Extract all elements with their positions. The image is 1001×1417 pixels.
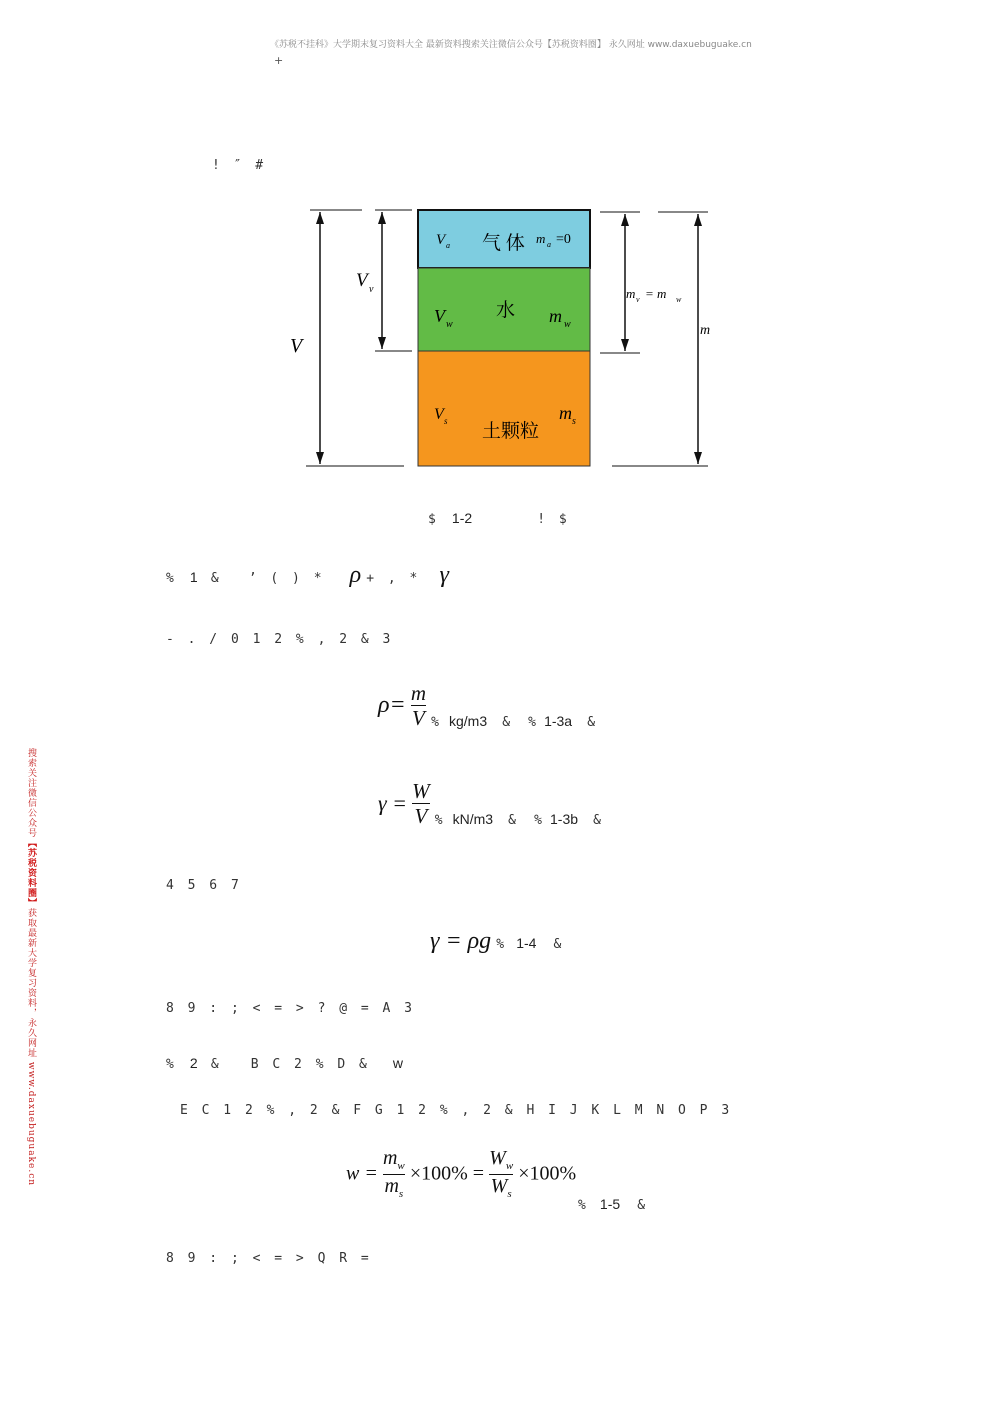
item-2-number: 2: [189, 1055, 198, 1071]
total-mass-arrow-down: [694, 452, 702, 464]
eq-tag-close: &: [587, 715, 599, 731]
eq-tag-open: %: [578, 1198, 589, 1213]
unit-weight-equation-lhs: γ =: [378, 790, 408, 816]
relation-line: 4 5 6 7: [166, 878, 242, 893]
weight-denominator: [489, 1176, 513, 1201]
caption-suffix: ! $: [537, 512, 570, 527]
eq-open: %: [434, 813, 446, 829]
eq-amp: &: [502, 715, 514, 731]
void-mass-arrow-up: [621, 214, 629, 226]
air-volume-label: V: [436, 232, 446, 248]
item-1-number: 1: [189, 569, 198, 585]
caption-number: 1-2: [451, 510, 473, 526]
water-content-symbol: w: [392, 1055, 404, 1071]
gamma-rho-g-expression: γ = ρg: [430, 928, 492, 954]
soil-volume-label: V: [434, 406, 444, 423]
mass-numerator-sub: w: [397, 1160, 405, 1172]
water-volume-label: V: [434, 306, 445, 326]
gamma-rho-g-equation-number: 1-4: [516, 935, 537, 951]
void-mass-eq: = m: [645, 286, 667, 301]
side-watermark-suffix: 获取最新大学复习资料，永久网址 www.daxuebuguake.cn: [26, 908, 36, 1187]
mass-numerator: [383, 1148, 405, 1173]
item-2-open: %: [166, 1057, 177, 1072]
weight-numerator: [489, 1148, 513, 1173]
section-heading: ! ″ #: [212, 158, 267, 173]
item-1-open: %: [166, 571, 177, 586]
water-content-lhs: w =: [346, 1162, 378, 1185]
item-1-close: &: [210, 571, 222, 586]
item-1-line: [166, 562, 449, 589]
eq-tag-close: &: [593, 813, 604, 829]
eq-tag-open: %: [534, 813, 545, 829]
header-plus: +: [274, 54, 284, 67]
eq-tag-open: %: [528, 715, 539, 731]
air-volume-sub: a: [446, 241, 450, 250]
mass-fraction: [383, 1148, 405, 1200]
eq-tag-open: %: [496, 937, 508, 952]
total-mass-label: m: [700, 323, 711, 338]
item-1-text: ’ ( ) *: [248, 571, 325, 586]
water-volume-sub: w: [446, 319, 453, 330]
unit-weight-equation-number: 1-3b: [550, 811, 579, 828]
weight-denominator-w: W: [490, 1174, 508, 1197]
density-equation-number: 1-3a: [544, 713, 573, 730]
item-2-text: B C 2 % D &: [250, 1057, 370, 1072]
weight-fraction: [489, 1148, 513, 1200]
mass-denominator-m: m: [384, 1174, 399, 1197]
density-equation-lhs: ρ=: [378, 692, 406, 719]
air-mass-sub: a: [547, 240, 551, 249]
unit-weight-equation: [378, 780, 604, 827]
caption-prefix: $: [428, 512, 439, 527]
void-mass-label: m: [626, 286, 636, 301]
item-1-mid: + , *: [366, 571, 421, 586]
unit-weight-fraction: [412, 780, 430, 827]
eq-amp: &: [508, 813, 519, 829]
water-mass-sub: w: [564, 319, 571, 330]
mass-denominator-sub: s: [398, 1187, 404, 1200]
gamma-rho-g-equation: [430, 928, 564, 955]
mass-numerator-m: m: [382, 1147, 398, 1169]
side-watermark: [22, 748, 38, 1186]
header-banner: 《苏税不挂科》大学期末复习资料大全 最新资料搜索关注微信公众号【苏税资料圈】 永久网址 www.daxuebuguake.cn: [270, 40, 752, 50]
definition-line: - . / 0 1 2 % , 2 & 3: [166, 632, 394, 647]
three-phase-diagram: [280, 200, 720, 480]
eq-tag-close: &: [637, 1198, 649, 1213]
side-watermark-highlight: 【苏税资料圈】: [26, 838, 36, 908]
density-fraction: [411, 682, 426, 729]
water-content-equation-number: 1-5: [599, 1196, 621, 1212]
weight-numerator-w: W: [489, 1147, 506, 1169]
explanation-line-2: 8 9 : ; < = > Q R =: [166, 1251, 372, 1266]
rho-symbol: ρ: [349, 562, 362, 588]
total-volume-label: V: [290, 335, 303, 357]
total-volume-arrow-up: [316, 212, 324, 224]
soil-mass-sub: s: [572, 416, 576, 427]
water-content-definition: E C 1 2 % , 2 & F G 1 2 % , 2 & H I J K L M N O P 3: [180, 1103, 733, 1118]
void-volume-label: V: [356, 270, 368, 291]
total-volume-arrow-down: [316, 452, 324, 464]
density-numerator: m: [410, 681, 426, 705]
water-content-end: ×100%: [518, 1162, 577, 1185]
density-equation: [378, 682, 598, 729]
mass-denominator: [383, 1176, 405, 1201]
unit-weight-denominator: V: [414, 804, 428, 829]
figure-caption: [428, 508, 570, 527]
water-content-equation-tag: [578, 1194, 648, 1213]
unit-weight-numerator: W: [412, 779, 430, 803]
void-mass-eq-sub: w: [676, 295, 682, 304]
eq-open: %: [431, 715, 442, 731]
explanation-line-1: 8 9 : ; < = > ? @ = A 3: [166, 1001, 416, 1016]
unit-weight-unit: kN/m3: [452, 811, 494, 828]
total-mass-arrow-up: [694, 214, 702, 226]
air-mass-label: m: [536, 231, 546, 246]
soil-mass-label: m: [559, 403, 572, 423]
eq-tag-close: &: [553, 937, 565, 952]
water-content-mid: ×100% =: [409, 1162, 485, 1185]
density-denominator: V: [411, 706, 425, 731]
water-content-equation: [346, 1148, 576, 1200]
soil-phase-name: 土颗粒: [482, 421, 540, 442]
air-phase-name: 气 体: [482, 233, 525, 254]
item-2-line: [166, 1053, 403, 1072]
void-mass-arrow-down: [621, 339, 629, 351]
void-volume-sub: v: [369, 284, 374, 295]
void-volume-arrow-down: [378, 337, 386, 349]
void-mass-sub: v: [636, 295, 640, 304]
soil-volume-sub: s: [444, 416, 448, 426]
weight-numerator-sub: w: [505, 1160, 514, 1172]
void-volume-arrow-up: [378, 212, 386, 224]
water-mass-label: m: [549, 306, 562, 326]
density-unit: kg/m3: [449, 713, 488, 730]
gamma-symbol: γ: [439, 562, 449, 588]
side-watermark-prefix: 搜索关注微信公众号: [26, 748, 36, 838]
air-mass-eq: =0: [556, 232, 571, 247]
item-2-close: &: [210, 1057, 222, 1072]
weight-denominator-sub: s: [507, 1187, 512, 1200]
water-phase-name: 水: [496, 300, 516, 321]
